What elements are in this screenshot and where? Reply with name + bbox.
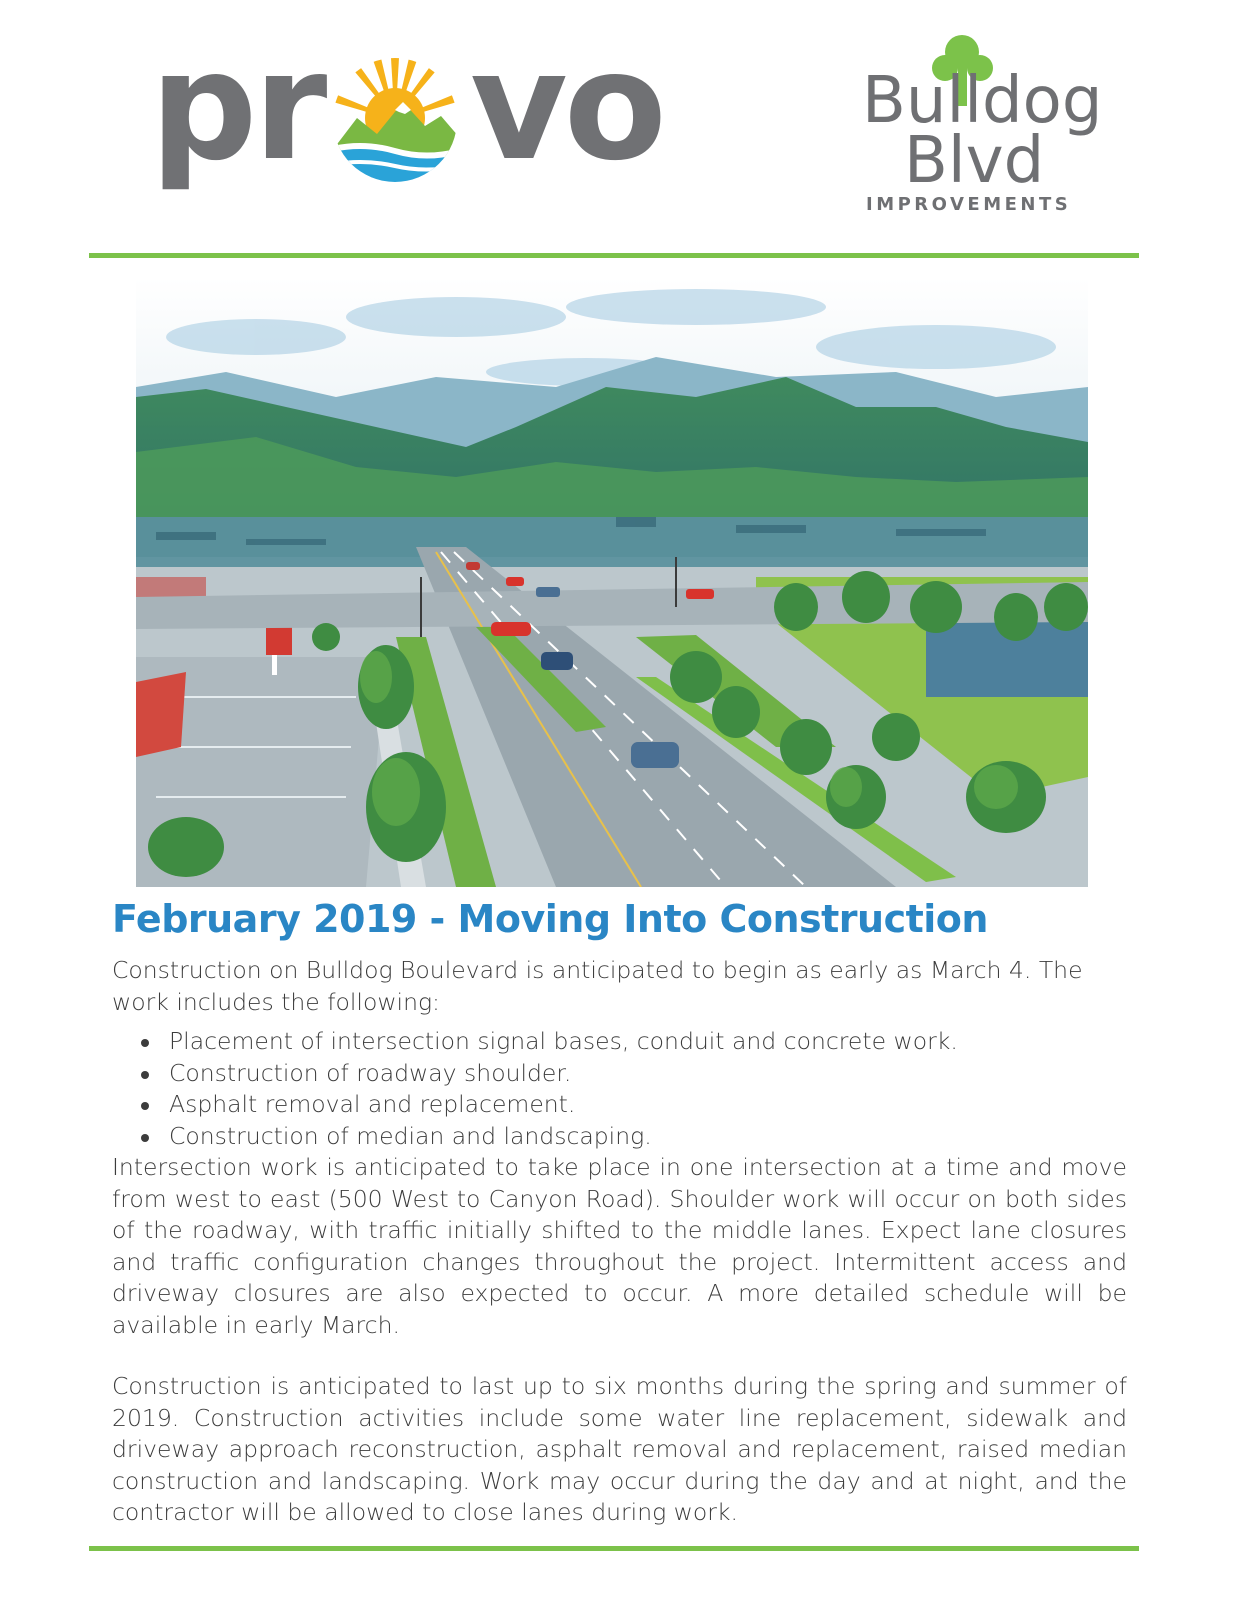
provo-logo-text-vo: vo: [470, 40, 663, 194]
bottom-divider: [89, 1546, 1139, 1551]
bulldog-logo-line2: Blvd: [904, 124, 1045, 198]
list-item: Asphalt removal and replacement.: [169, 1089, 1127, 1121]
schedule-paragraph: Intersection work is anticipated to take place in one intersection at a time and move from west to east (500 West to Canyon Road). Shoulder work will occur on both sides of the roadway, with traffic initially shifted to the middle lanes. Expect lane closures and traffic configuration changes throughout the project. Intermittent access and driveway closures are also expected to occur. A more detailed schedule will be available in early March.: [112, 1153, 1127, 1339]
list-item: Placement of intersection signal bases, conduit and concrete work.: [169, 1026, 1127, 1058]
list-item: Construction of median and landscaping.: [169, 1121, 1127, 1153]
top-divider: [89, 253, 1139, 258]
duration-paragraph: Construction is anticipated to last up to six months during the spring and summer of 2019. Construction activities include some water line replacement, sidewalk and driveway approach reconstruction, asphalt removal and replacement, raised median construction and landscaping. Work may occur during the day and at night, and the contractor will be allowed to close lanes during work.: [112, 1372, 1127, 1526]
work-list: [112, 1026, 1127, 1152]
boulevard-illustration: [136, 277, 1088, 887]
intro-paragraph: Construction on Bulldog Boulevard is anticipated to begin as early as March 4. The work includes the following:: [112, 956, 1083, 1016]
provo-logo-text-pr: pr: [150, 40, 324, 194]
list-item: Construction of roadway shoulder.: [169, 1058, 1127, 1090]
bulldog-logo-line1: Bulldog: [862, 64, 1103, 138]
provo-emblem-icon: [325, 50, 465, 190]
provo-logo-label: [670, 40, 671, 41]
bulldog-blvd-logo: [860, 30, 1120, 220]
bulldog-logo-line3: IMPROVEMENTS: [866, 194, 1072, 215]
article-body: [112, 955, 1127, 1529]
article-headline: February 2019 - Moving Into Construction: [112, 897, 988, 941]
provo-logo: [150, 40, 670, 200]
